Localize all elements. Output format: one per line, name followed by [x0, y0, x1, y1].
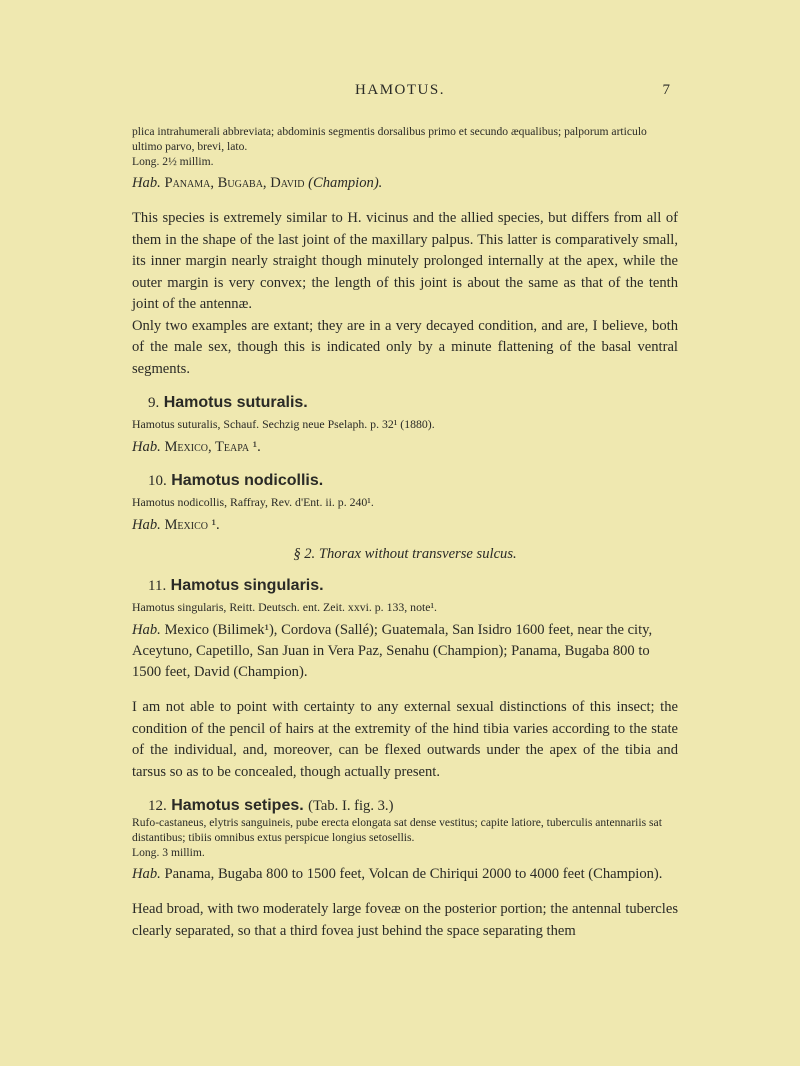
species-hab-12 — [132, 864, 678, 885]
hab-label: Hab. — [132, 622, 161, 638]
species-heading-12 — [132, 797, 678, 815]
species-number: 11. — [148, 578, 167, 594]
length-top: Long. 2½ millim. — [132, 155, 214, 168]
species-heading-9 — [132, 394, 678, 412]
species-heading-10 — [132, 472, 678, 490]
hab-label: Hab. — [132, 517, 161, 533]
paragraph-2: Only two examples are extant; they are in a very decayed condition, and are, I believe, both of the male sex, though this is indicated only by a minute flattening of the basal ventral segments. — [132, 317, 678, 377]
species-name: Hamotus setipes. — [171, 797, 304, 814]
hab-place: Panama, Bugaba, David — [164, 175, 305, 191]
species-name: Hamotus suturalis. — [163, 394, 308, 411]
section-heading: § 2. Thorax without transverse sulcus. — [293, 546, 517, 562]
species-para-11: I am not able to point with certainty to any external sexual distinctions of this insect; the condition of the pencil of hairs at the extremity of the hind tibia varies according to the state of the individual, and, moreover, can be flexed outwards under the apex of the tibia and tarsus so as to be concealed, though actually present. — [132, 699, 678, 780]
running-header — [130, 82, 670, 106]
species-name: Hamotus nodicollis. — [171, 472, 324, 489]
hab-label: Hab. — [132, 439, 161, 455]
latin-description-top: plica intrahumerali abbreviata; abdominis segmentis dorsalibus primo et secundo æqualibus; palporum articulo ultimo parvo, brevi, lato. — [132, 125, 647, 153]
hab-text: Mexico (Bilimek¹), Cordova (Sallé); Guatemala, San Isidro 1600 feet, near the city, Aceytuno, Capetillo, San Juan in Vera Paz, Senahu (Champion); Panama, Bugaba 800 to 1500 feet, David (Champion). — [132, 622, 653, 680]
hab-label: Hab. — [132, 175, 161, 191]
hab-collector: (Champion). — [308, 175, 383, 191]
species-ref-9: Hamotus suturalis, Schauf. Sechzig neue Pselaph. p. 32¹ (1880). — [132, 417, 435, 431]
species-hab-10 — [132, 515, 678, 536]
species-hab-9 — [132, 437, 678, 458]
species-number: 9. — [148, 395, 160, 411]
hab-text: Panama, Bugaba 800 to 1500 feet, Volcan de Chiriqui 2000 to 4000 feet (Champion). — [164, 866, 663, 882]
species-number: 12. — [148, 798, 167, 814]
habitat-top — [132, 173, 678, 194]
page-body — [132, 124, 678, 942]
species-para-12: Head broad, with two moderately large foveæ on the posterior portion; the antennal tubercles clearly separated, so that a third fovea just behind the space separating them — [132, 901, 678, 939]
species-hab-11 — [132, 620, 678, 683]
species-latin-12: Rufo-castaneus, elytris sanguineis, pube erecta elongata sat dense vestitus; capite latiore, tuberculis antennariis sat distantibus; tibiis omnibus extus perspicue longius setosellis. — [132, 816, 662, 844]
species-heading-11 — [132, 577, 678, 595]
hab-text: Mexico ¹. — [164, 517, 220, 533]
species-name: Hamotus singularis. — [170, 577, 324, 594]
species-length-12: Long. 3 millim. — [132, 846, 205, 859]
species-ref-11: Hamotus singularis, Reitt. Deutsch. ent. Zeit. xxvi. p. 133, note¹. — [132, 600, 437, 614]
running-title: HAMOTUS. — [355, 82, 445, 98]
hab-label: Hab. — [132, 866, 161, 882]
species-number: 10. — [148, 473, 167, 489]
paragraph-1: This species is extremely similar to H. vicinus and the allied species, but differs from all of them in the shape of the last joint of the maxillary palpus. This latter is comparatively small, its inner margin nearly straight though minutely prolonged internally at the apex, while the outer margin is very convex; the length of this joint is about the same as that of the tenth joint of the antennæ. — [132, 210, 678, 312]
page-number: 7 — [662, 82, 670, 98]
hab-text: Mexico, Teapa ¹. — [164, 439, 261, 455]
plate-reference: (Tab. I. fig. 3.) — [308, 798, 394, 814]
species-ref-10: Hamotus nodicollis, Raffray, Rev. d'Ent. ii. p. 240¹. — [132, 495, 374, 509]
